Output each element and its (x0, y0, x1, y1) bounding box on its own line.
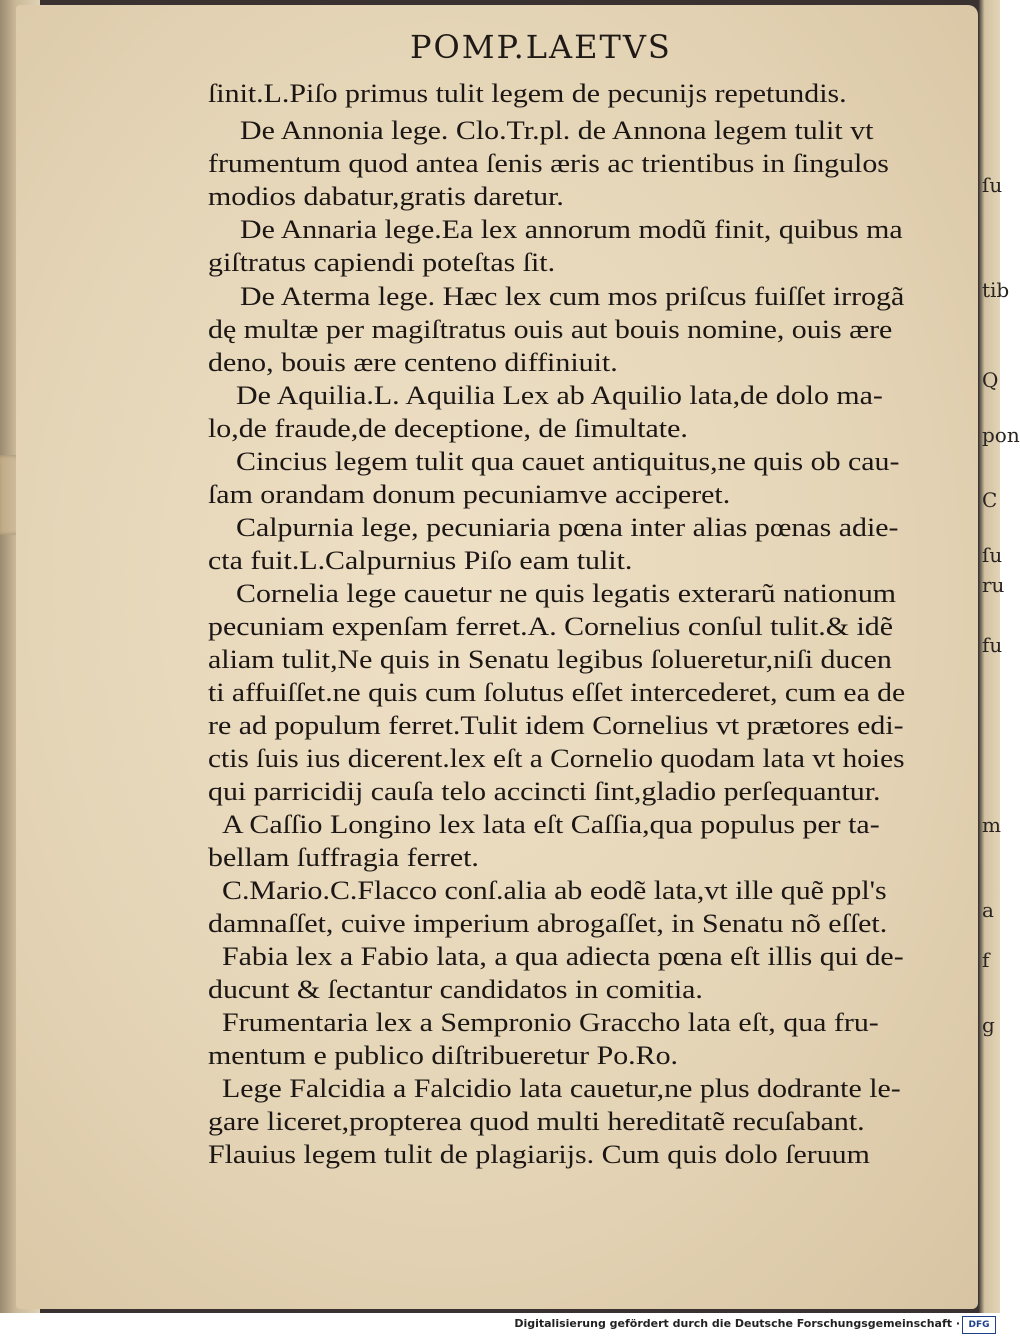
text-line: De Annaria lege.Ea lex annorum modũ finit, quibus ma (240, 215, 903, 244)
text-line: A Caſſio Longino lex lata eſt Caſſia,qua populus per ta- (222, 810, 880, 839)
text-line: ſam orandam donum pecuniamve acciperet. (208, 480, 731, 509)
text-line: cta fuit.L.Calpurnius Piſo eam tulit. (208, 546, 633, 575)
text-line: ducunt & ſectantur candidatos in comitia. (208, 975, 703, 1004)
dfg-logo[interactable]: DFG (962, 1316, 996, 1334)
next-page-fragment: f (982, 948, 990, 972)
next-page-fragment: Q (982, 368, 999, 392)
next-page-fragment: a (982, 898, 994, 922)
next-page-fragment: fu (982, 633, 1003, 657)
text-line: aliam tulit,Ne quis in Senatu legibus ſolueretur,niſi ducen (208, 645, 892, 674)
text-line: Cincius legem tulit qua cauet antiquitus,ne quis ob cau- (236, 447, 900, 476)
next-page-fragment: tib (982, 278, 1010, 302)
next-page-fragment: ru (982, 573, 1005, 597)
next-page-fragment: pon (982, 423, 1020, 447)
text-line: pecuniam expenſam ferret.A. Cornelius conſul tulit.& idẽ (208, 612, 894, 641)
next-page-fragment: ſu (982, 173, 1003, 197)
text-line: damnaſſet, cuive imperium abrogaſſet, in Senatu nõ eſſet. (208, 909, 888, 938)
next-page-fragment: ſu (982, 543, 1003, 567)
text-line: Frumentaria lex a Sempronio Graccho lata eſt, qua fru- (222, 1008, 879, 1037)
text-line: qui parricidij cauſa telo accincti ſint,gladio perſequantur. (208, 777, 881, 806)
text-line: De Aterma lege. Hæc lex cum mos priſcus fuiſſet irrogã (240, 282, 905, 311)
text-line: Cornelia lege cauetur ne quis legatis exterarũ nationum (236, 579, 897, 608)
text-line: ti affuiſſet.ne quis cum ſolutus eſſet intercederet, cum ea de (208, 678, 906, 707)
text-line: Lege Falcidia a Falcidio lata cauetur,ne plus dodrante le- (222, 1074, 901, 1103)
text-line: De Aquilia.L. Aquilia Lex ab Aquilio lata,de dolo ma- (236, 381, 883, 410)
text-line: Flauius legem tulit de plagiarijs. Cum quis dolo ſeruum (208, 1140, 870, 1169)
text-line: re ad populum ferret.Tulit idem Cornelius vt prætores edi- (208, 711, 904, 740)
text-line: frumentum quod antea ſenis æris ac trientibus in ſingulos (208, 149, 889, 178)
funding-credit: Digitalisierung gefördert durch die Deutsche Forschungsgemeinschaft · (514, 1317, 960, 1330)
text-line: modios dabatur,gratis daretur. (208, 182, 564, 211)
text-line: gare liceret,propterea quod multi hereditatẽ recuſabant. (208, 1107, 865, 1136)
text-line: ctis ſuis ius dicerent.lex eſt a Cornelio quodam lata vt hoies (208, 744, 905, 773)
text-line: C.Mario.C.Flacco conſ.alia ab eodẽ lata,vt ille quẽ ppl's (222, 876, 887, 905)
text-line: De Annonia lege. Clo.Tr.pl. de Annona legem tulit vt (240, 116, 874, 145)
text-line: giſtratus capiendi poteſtas ſit. (208, 248, 556, 277)
text-line: Calpurnia lege, pecuniaria pœna inter alias pœnas adie- (236, 513, 899, 542)
next-page-fragment: C (982, 488, 998, 512)
text-line: mentum e publico diſtribueretur Po.Ro. (208, 1041, 679, 1070)
text-line: ſinit.L.Piſo primus tulit legem de pecunijs repetundis. (208, 79, 847, 108)
text-line: Fabia lex a Fabio lata, a qua adiecta pœna eſt illis qui de- (222, 942, 904, 971)
text-line: bellam ſuffragia ferret. (208, 843, 479, 872)
running-title: POMP.LAETVS (410, 28, 672, 66)
digitization-footer (0, 1313, 1000, 1336)
text-line: deno, bouis ære centeno diffiniuit. (208, 348, 618, 377)
next-page-fragment: g (982, 1013, 995, 1037)
text-line: lo,de fraude,de deceptione, de ſimultate. (208, 414, 688, 443)
text-line: dę multæ per magiſtratus ouis aut bouis nomine, ouis ære (208, 315, 893, 344)
next-page-fragment: m (982, 813, 1001, 837)
